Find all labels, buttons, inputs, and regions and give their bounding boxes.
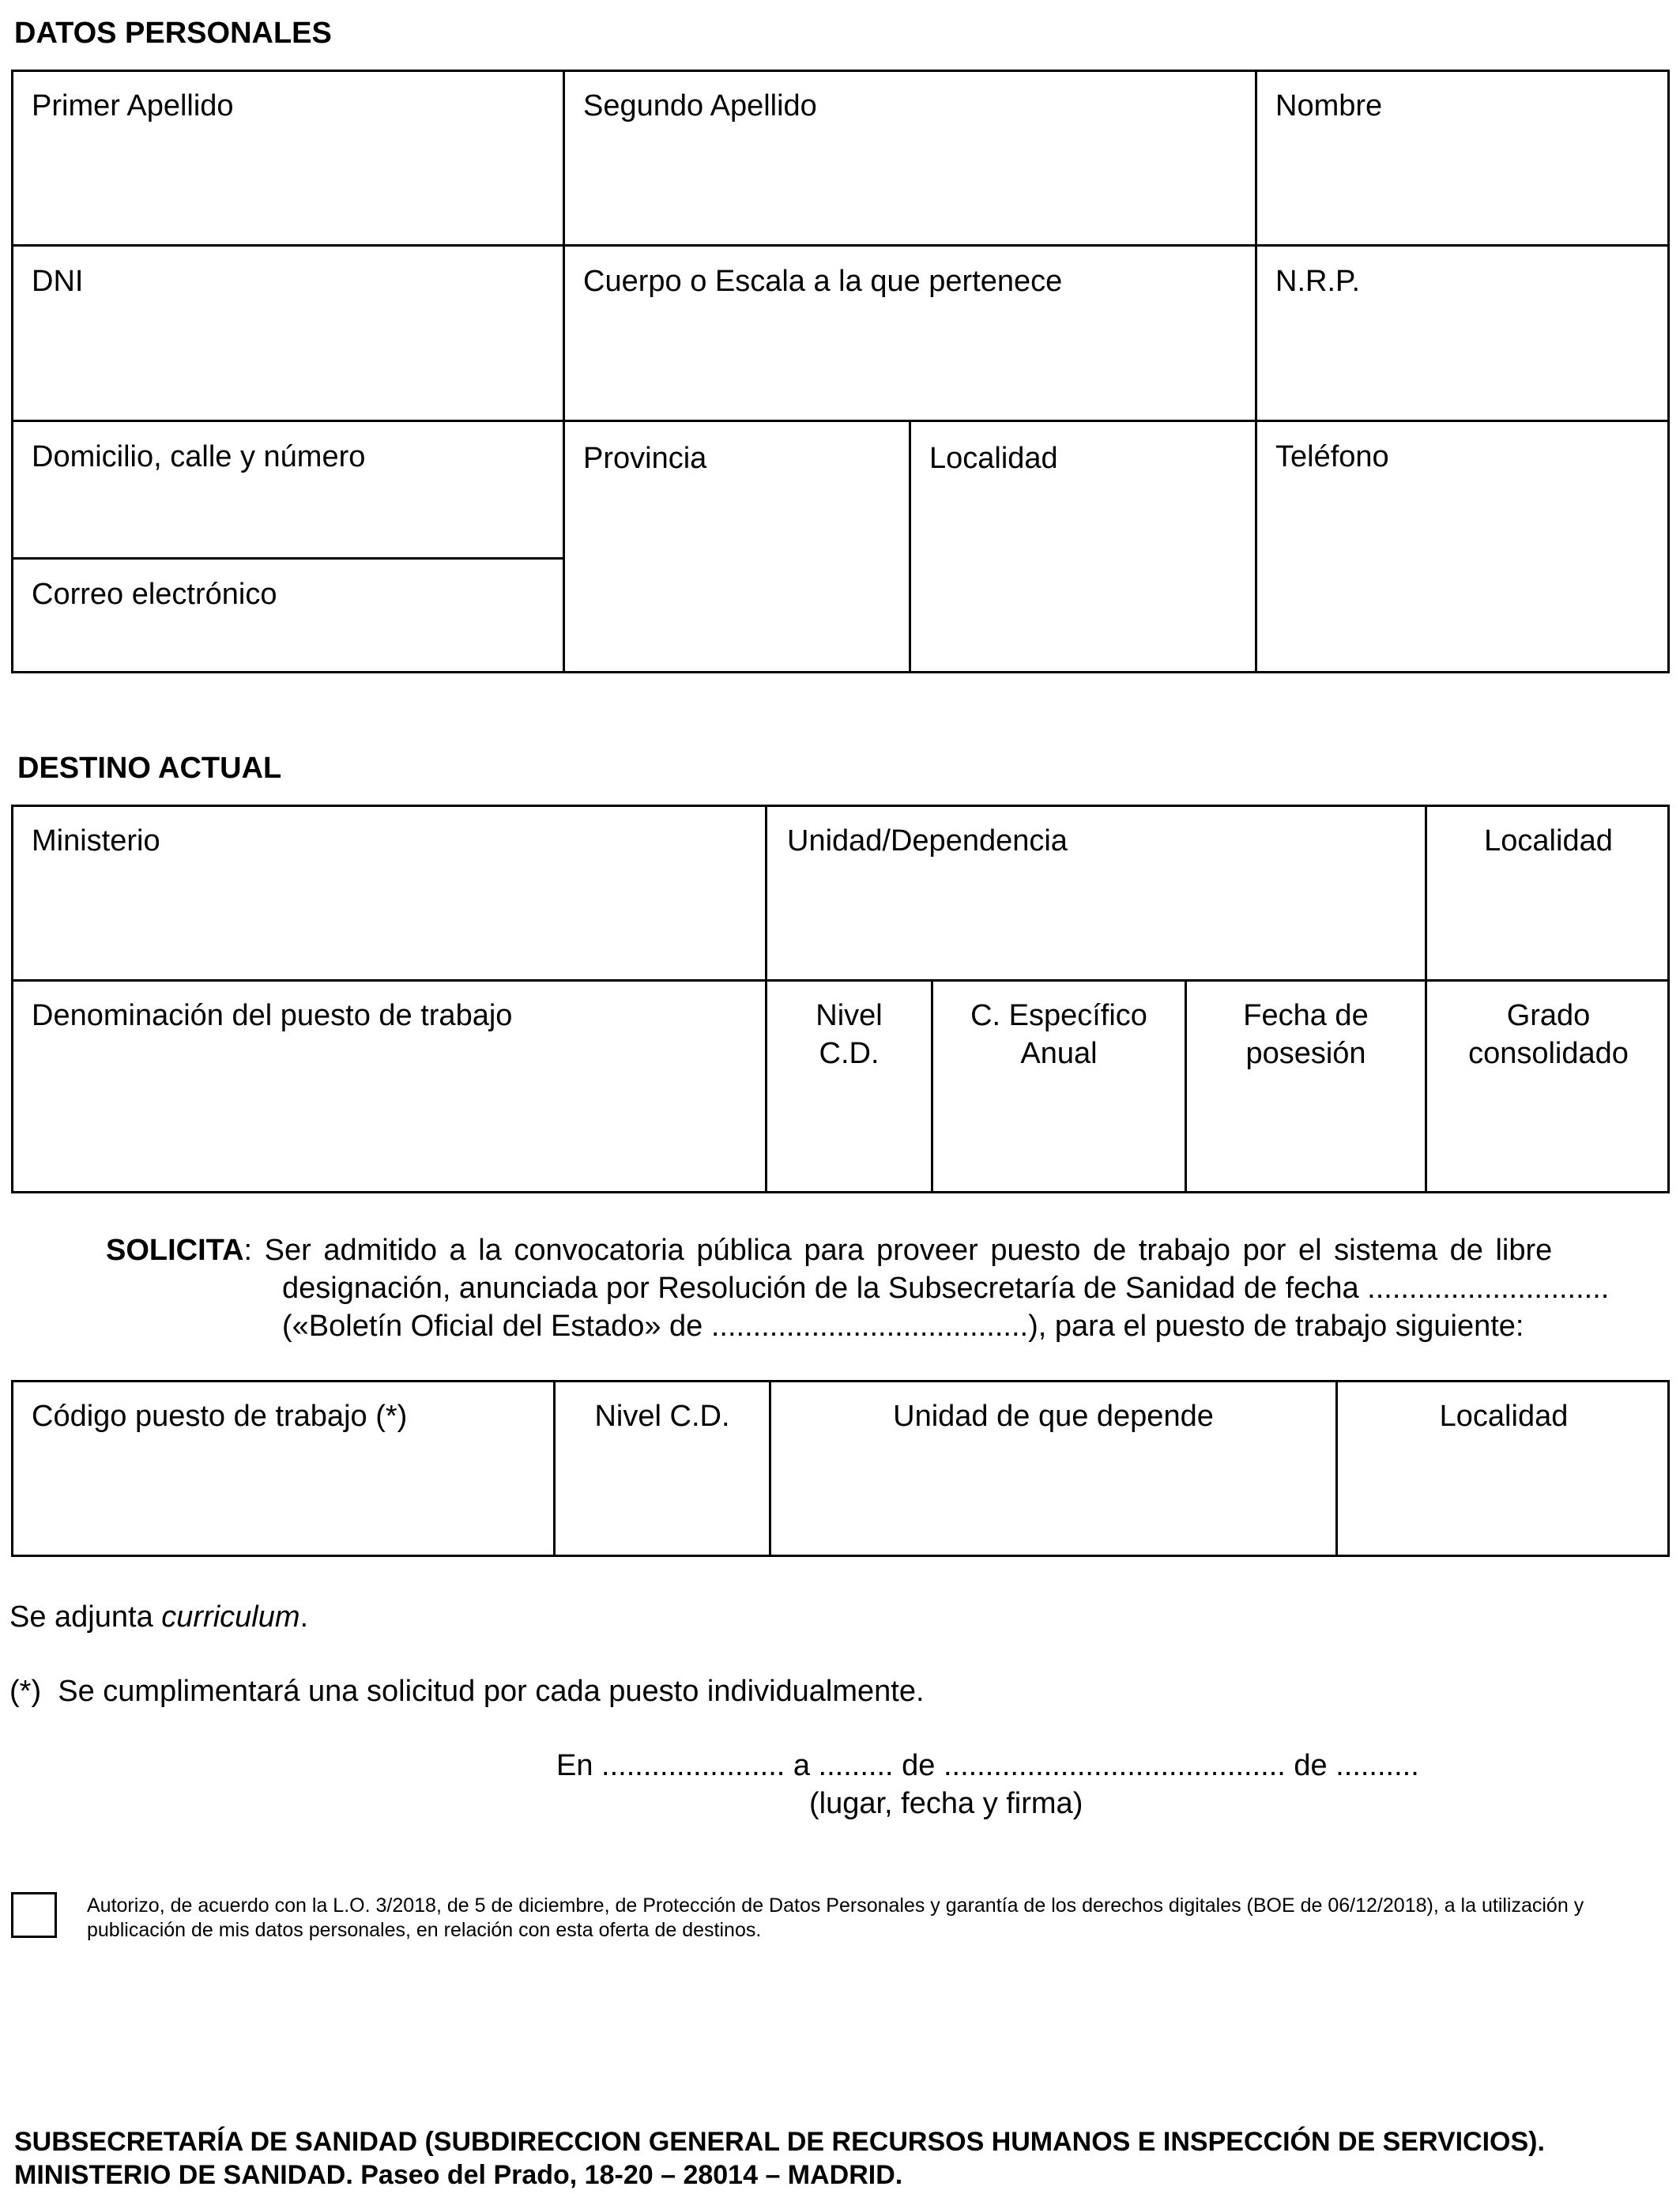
solicita-line-2: designación, anunciada por Resolución de la Subsecretaría de Sanidad de fecha .............................	[282, 1272, 1610, 1305]
curriculum-note: Se adjunta curriculum.	[9, 1600, 309, 1634]
solicita-line-3: («Boletín Oficial del Estado» de ......................................), para el puesto de trabajo siguiente:	[282, 1310, 1524, 1343]
solicita-line-1: SOLICITA: Ser admitido a la convocatoria pública para proveer puesto de trabajo por el sistema de libre	[106, 1234, 1553, 1267]
field-ministerio[interactable]: Ministerio	[32, 824, 160, 858]
signature-caption: (lugar, fecha y firma)	[809, 1787, 1083, 1820]
field-localidad[interactable]: Localidad	[929, 442, 1058, 475]
field-unidad-depende[interactable]: Unidad de que depende	[893, 1400, 1214, 1433]
field-puesto-localidad[interactable]: Localidad	[1439, 1400, 1569, 1433]
field-domicilio[interactable]: Domicilio, calle y número	[32, 440, 366, 473]
field-cuerpo[interactable]: Cuerpo o Escala a la que pertenece	[583, 265, 1063, 298]
field-dni[interactable]: DNI	[32, 265, 84, 298]
footer-line-2: MINISTERIO DE SANIDAD. Paseo del Prado, 18-20 – 28014 – MADRID.	[14, 2160, 903, 2190]
asterisk-note: (*) Se cumplimentará una solicitud por cada puesto individualmente.	[9, 1675, 925, 1708]
field-correo[interactable]: Correo electrónico	[32, 578, 277, 611]
field-destino-localidad[interactable]: Localidad	[1484, 824, 1613, 858]
consent-checkbox[interactable]	[11, 1892, 57, 1938]
solicita-label: SOLICITA	[106, 1234, 244, 1267]
field-grado-consolidado[interactable]: Grado consolidado	[1468, 999, 1629, 1070]
field-especifico-anual[interactable]: C. Específico Anual	[970, 999, 1147, 1070]
field-puesto-nivel[interactable]: Nivel C.D.	[594, 1400, 730, 1433]
field-segundo-apellido[interactable]: Segundo Apellido	[583, 89, 817, 123]
field-primer-apellido[interactable]: Primer Apellido	[32, 89, 234, 123]
field-codigo-puesto[interactable]: Código puesto de trabajo (*)	[32, 1400, 408, 1433]
field-fecha-posesion[interactable]: Fecha de posesión	[1243, 999, 1369, 1070]
field-nombre[interactable]: Nombre	[1275, 89, 1383, 123]
field-nrp[interactable]: N.R.P.	[1275, 265, 1361, 298]
section-heading-destino: DESTINO ACTUAL	[17, 752, 282, 785]
footer-line-1: SUBSECRETARÍA DE SANIDAD (SUBDIRECCION GENERAL DE RECURSOS HUMANOS E INSPECCIÓN DE SERVICIOS).	[14, 2127, 1545, 2157]
consent-text: Autorizo, de acuerdo con la L.O. 3/2018, de 5 de diciembre, de Protección de Datos Personales y garantía de los derechos digitales (BOE de 06/12/2018), a la utilización y publicación de mis datos personales, en relación con esta oferta de destinos.	[87, 1894, 1584, 1941]
field-nivel-cd[interactable]: Nivel C.D.	[816, 999, 883, 1070]
signature-line: En ...................... a ......... de ......................................... de ..........	[556, 1749, 1419, 1782]
field-unidad-dependencia[interactable]: Unidad/Dependencia	[787, 824, 1068, 858]
field-denominacion[interactable]: Denominación del puesto de trabajo	[32, 999, 513, 1032]
section-heading-personal: DATOS PERSONALES	[14, 17, 332, 50]
field-provincia[interactable]: Provincia	[583, 442, 707, 475]
field-telefono[interactable]: Teléfono	[1275, 440, 1389, 473]
